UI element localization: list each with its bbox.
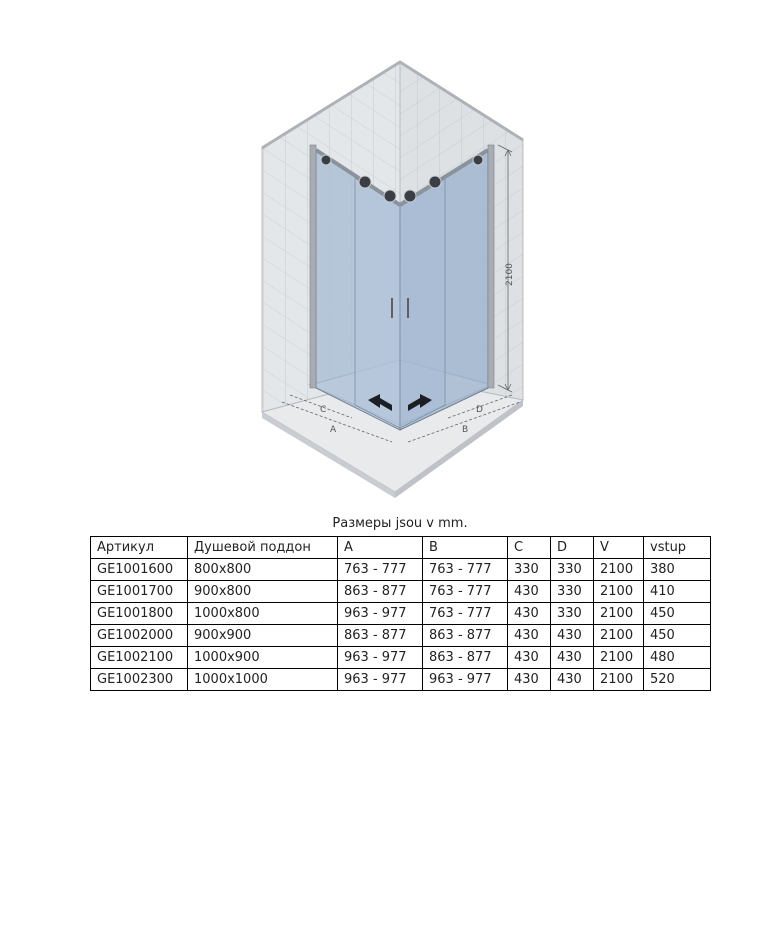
cell-article: GE1002100 <box>91 647 188 669</box>
cell-a: 863 - 877 <box>338 625 423 647</box>
height-label: 2100 <box>505 263 515 286</box>
dimension-b-label: B <box>462 425 469 435</box>
header-d: D <box>551 537 594 559</box>
cell-a: 963 - 977 <box>338 669 423 691</box>
cell-c: 330 <box>508 559 551 581</box>
header-b: B <box>423 537 508 559</box>
cell-d: 330 <box>551 559 594 581</box>
cell-d: 330 <box>551 581 594 603</box>
cell-a: 763 - 777 <box>338 559 423 581</box>
header-c: C <box>508 537 551 559</box>
cell-v: 2100 <box>594 625 644 647</box>
cell-b: 763 - 777 <box>423 559 508 581</box>
dimension-a-label: A <box>330 425 337 435</box>
table-row <box>91 603 711 625</box>
cell-d: 430 <box>551 669 594 691</box>
cell-article: GE1002000 <box>91 625 188 647</box>
cell-d: 430 <box>551 647 594 669</box>
cell-v: 2100 <box>594 559 644 581</box>
cell-shower-tray: 800x800 <box>188 559 338 581</box>
cell-shower-tray: 1000x1000 <box>188 669 338 691</box>
cell-c: 430 <box>508 581 551 603</box>
cell-a: 963 - 977 <box>338 603 423 625</box>
table-row <box>91 669 711 691</box>
dimensions-table <box>90 536 711 691</box>
cell-vstup: 410 <box>644 581 711 603</box>
cell-shower-tray: 900x900 <box>188 625 338 647</box>
cell-vstup: 520 <box>644 669 711 691</box>
cell-article: GE1001600 <box>91 559 188 581</box>
table-header-row <box>91 537 711 559</box>
cell-vstup: 480 <box>644 647 711 669</box>
cell-b: 863 - 877 <box>423 625 508 647</box>
cell-b: 863 - 877 <box>423 647 508 669</box>
header-vstup: vstup <box>644 537 711 559</box>
cell-a: 963 - 977 <box>338 647 423 669</box>
cell-shower-tray: 1000x800 <box>188 603 338 625</box>
cell-a: 863 - 877 <box>338 581 423 603</box>
table-row <box>91 647 711 669</box>
cell-v: 2100 <box>594 669 644 691</box>
cell-article: GE1002300 <box>91 669 188 691</box>
cell-article: GE1001700 <box>91 581 188 603</box>
dimension-d-label: D <box>476 405 483 415</box>
cell-v: 2100 <box>594 647 644 669</box>
header-article: Артикул <box>91 537 188 559</box>
cell-b: 963 - 977 <box>423 669 508 691</box>
table-caption: Размеры jsou v mm. <box>332 516 468 531</box>
dimension-c-label: C <box>320 405 327 415</box>
cell-vstup: 450 <box>644 603 711 625</box>
cell-v: 2100 <box>594 603 644 625</box>
table-row <box>91 559 711 581</box>
table-row <box>91 625 711 647</box>
cell-vstup: 380 <box>644 559 711 581</box>
cell-vstup: 450 <box>644 625 711 647</box>
cell-shower-tray: 1000x900 <box>188 647 338 669</box>
cell-b: 763 - 777 <box>423 581 508 603</box>
cell-b: 763 - 777 <box>423 603 508 625</box>
cell-c: 430 <box>508 669 551 691</box>
header-shower-tray: Душевой поддон <box>188 537 338 559</box>
cell-v: 2100 <box>594 581 644 603</box>
cell-d: 330 <box>551 603 594 625</box>
table-row <box>91 581 711 603</box>
cell-c: 430 <box>508 625 551 647</box>
header-a: A <box>338 537 423 559</box>
cell-article: GE1001800 <box>91 603 188 625</box>
cell-c: 430 <box>508 603 551 625</box>
cell-d: 430 <box>551 625 594 647</box>
cell-shower-tray: 900x800 <box>188 581 338 603</box>
header-v: V <box>594 537 644 559</box>
cell-c: 430 <box>508 647 551 669</box>
